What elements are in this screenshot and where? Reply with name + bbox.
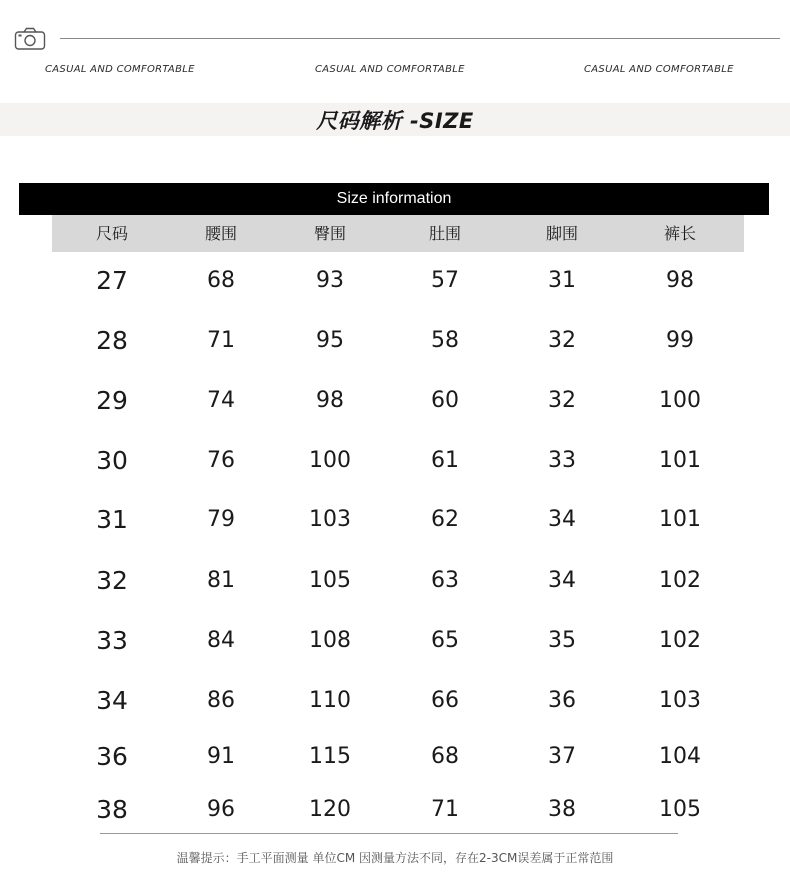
table-cell: 71 <box>431 797 459 822</box>
column-header: 腰围 <box>204 224 238 243</box>
table-banner-label: Size information <box>336 190 452 207</box>
table-cell: 105 <box>659 797 701 822</box>
tagline: CASUAL AND COMFORTABLE <box>45 64 195 75</box>
table-cell: 91 <box>207 744 235 769</box>
table-cell: 98 <box>666 268 694 293</box>
table-cell: 104 <box>659 744 701 769</box>
table-cell: 102 <box>659 568 701 593</box>
page-title: 尺码解析 -SIZE <box>316 109 474 133</box>
table-cell: 37 <box>548 744 576 769</box>
table-row <box>0 561 790 601</box>
table-cell: 65 <box>431 628 459 653</box>
table-cell: 32 <box>548 328 576 353</box>
table-cell: 33 <box>96 626 128 655</box>
table-cell: 98 <box>316 388 344 413</box>
table-cell: 32 <box>548 388 576 413</box>
table-row <box>0 441 790 481</box>
table-cell: 100 <box>309 448 351 473</box>
table-cell: 100 <box>659 388 701 413</box>
table-cell: 96 <box>207 797 235 822</box>
table-cell: 38 <box>96 795 128 824</box>
table-cell: 101 <box>659 507 701 532</box>
table-row <box>0 381 790 421</box>
column-header: 肚围 <box>428 224 462 243</box>
table-cell: 74 <box>207 388 235 413</box>
table-cell: 66 <box>431 688 459 713</box>
table-header-row <box>52 215 744 252</box>
table-cell: 105 <box>309 568 351 593</box>
table-cell: 58 <box>431 328 459 353</box>
table-cell: 103 <box>659 688 701 713</box>
table-cell: 31 <box>96 505 128 534</box>
column-header: 臀围 <box>313 224 347 243</box>
table-cell: 36 <box>548 688 576 713</box>
table-cell: 32 <box>96 566 128 595</box>
table-cell: 34 <box>96 686 128 715</box>
table-cell: 93 <box>316 268 344 293</box>
table-cell: 120 <box>309 797 351 822</box>
table-cell: 30 <box>96 446 128 475</box>
table-cell: 36 <box>96 742 128 771</box>
table-cell: 81 <box>207 568 235 593</box>
column-header: 尺码 <box>95 224 129 243</box>
footer-note: 温馨提示：手工平面测量 单位CM 因测量方法不同，存在2-3CM误差属于正常范围 <box>176 851 614 865</box>
table-cell: 27 <box>96 266 128 295</box>
table-cell: 34 <box>548 568 576 593</box>
table-cell: 38 <box>548 797 576 822</box>
table-cell: 86 <box>207 688 235 713</box>
table-cell: 31 <box>548 268 576 293</box>
table-cell: 34 <box>548 507 576 532</box>
table-cell: 68 <box>207 268 235 293</box>
table-cell: 101 <box>659 448 701 473</box>
table-row <box>0 261 790 301</box>
table-cell: 103 <box>309 507 351 532</box>
table-cell: 110 <box>309 688 351 713</box>
table-row <box>0 321 790 361</box>
table-cell: 29 <box>96 386 128 415</box>
table-cell: 102 <box>659 628 701 653</box>
table-row <box>0 681 790 721</box>
table-cell: 79 <box>207 507 235 532</box>
column-header: 脚围 <box>545 224 579 243</box>
table-cell: 28 <box>96 326 128 355</box>
table-cell: 61 <box>431 448 459 473</box>
footer-divider <box>100 833 678 834</box>
table-row <box>0 790 790 830</box>
tagline: CASUAL AND COMFORTABLE <box>584 64 734 75</box>
table-cell: 95 <box>316 328 344 353</box>
table-cell: 108 <box>309 628 351 653</box>
table-cell: 84 <box>207 628 235 653</box>
column-header: 裤长 <box>663 224 697 243</box>
table-cell: 57 <box>431 268 459 293</box>
table-row <box>0 737 790 777</box>
table-cell: 115 <box>309 744 351 769</box>
table-cell: 60 <box>431 388 459 413</box>
table-cell: 35 <box>548 628 576 653</box>
table-cell: 68 <box>431 744 459 769</box>
table-cell: 76 <box>207 448 235 473</box>
table-row <box>0 500 790 540</box>
table-row <box>0 621 790 661</box>
table-cell: 71 <box>207 328 235 353</box>
table-cell: 63 <box>431 568 459 593</box>
camera-icon <box>14 27 46 51</box>
table-cell: 62 <box>431 507 459 532</box>
table-cell: 99 <box>666 328 694 353</box>
table-banner <box>19 183 769 215</box>
header-divider <box>60 38 780 39</box>
table-cell: 33 <box>548 448 576 473</box>
tagline: CASUAL AND COMFORTABLE <box>315 64 465 75</box>
